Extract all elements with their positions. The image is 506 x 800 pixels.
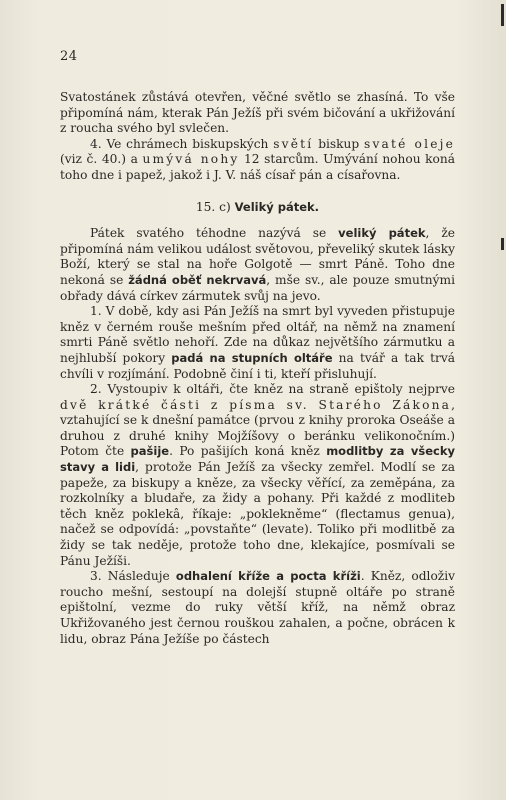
paragraph-3 xyxy=(60,226,455,304)
para5-bold-f: modlitby za všecky stavy a lidi xyxy=(60,444,455,475)
paragraph-6 xyxy=(60,569,455,647)
section-heading xyxy=(60,200,455,216)
page-edge-mark-middle xyxy=(501,238,504,250)
para4-bold-b: padá na stupních oltáře xyxy=(171,350,333,365)
para5-text-e: . Po pašijích koná kněz xyxy=(169,444,327,459)
para2-spaced-b: světí xyxy=(273,136,314,151)
para4-text-a: 1. V době, kdy asi Pán Ježíš na smrt byl vyveden přistupuje kněz v černém rouše mešním před oltář, na němž na znamení smrti Páně světlo nehoří. Zde na důkaz největšího zármutku a nejhlubší pokory xyxy=(60,304,455,365)
paragraph-4 xyxy=(60,304,455,382)
page-number: 24 xyxy=(60,49,78,64)
paragraph-1: Svatostánek zůstává otevřen, věčné světlo se zhasíná. To vše připomíná nám, kterak Pán Ježíš při svém bičování a ukřižování z roucha svého byl svlečen. xyxy=(60,90,455,136)
para3-text-a: Pátek svatého téhodne nazývá se xyxy=(90,226,339,241)
para5-spaced-b: dvě krátké části z písma sv. Starého Zákona xyxy=(60,397,452,412)
para6-bold-b: odhalení kříže a pocta kříži xyxy=(175,569,361,584)
section-prefix: 15. c) xyxy=(195,199,235,214)
para3-bold-b: veliký pátek xyxy=(338,226,426,241)
para6-text-c: . Kněz, odloživ roucho mešní, sestoupí na dolejší stupně oltáře po straně epištolní, vezme do ruky větší kříž, na němž obraz Ukřižovaného jest černou rouškou zahalen, a počne, obrácen k lidu, obraz Pána Ježíše po částech xyxy=(60,569,455,646)
para2-text-a: 4. Ve chrámech biskupských xyxy=(90,136,274,151)
para4-text-c: na tvář a tak trvá chvíli v rozjímání. Podobně činí i ti, kteří přisluhují. xyxy=(60,350,455,381)
paragraph-5 xyxy=(60,382,455,569)
para5-text-a: 2. Vystoupiv k oltáři, čte kněz na straně epištoly nejprve xyxy=(90,382,455,397)
section-title: Veliký pátek. xyxy=(234,199,320,214)
para2-text-g: 12 starcům. Umývání nohou koná toho dne i papež, jakož i J. V. náš císař pán a císařovna. xyxy=(60,152,455,182)
para3-bold-d: žádná oběť nekrvavá xyxy=(128,272,267,287)
para2-text-e: (viz č. 40.) a xyxy=(60,152,143,167)
para2-spaced-d: svaté oleje xyxy=(364,136,455,151)
para2-spaced-f: umývá nohy xyxy=(142,152,240,167)
para6-text-a: 3. Následuje xyxy=(90,569,176,584)
paragraph-2 xyxy=(60,137,455,184)
page-edge-mark-top xyxy=(501,4,504,26)
para3-text-c: , že připomíná nám velikou událost světovou, převeliký skutek lásky Boží, který se stal na hoře Golgotě — smrt Páně. Toho dne nekoná se xyxy=(60,226,456,287)
para5-text-g: , protože Pán Ježíš za všecky zemřel. Modlí se za papeže, za biskupy a kněze, za všecky věřící, za zeměpána, za rozkolníky a bludaře, za židy a pohany. Při každé z modliteb těch kněz poklekâ, říkaje: „poklekněme“ (flectamus genua), načež se odpovídá: „povstaňte“ (levate). Toliko při modlitbě za židy se tak neděje, protože toho dne, klekajíce, posmívali se Pánu Ježíši. xyxy=(60,460,456,568)
para5-bold-d: pašije xyxy=(130,444,170,459)
para5-text-c: , vztahující se k dnešní památce (prvou z knihy proroka Oseáše a druhou z druhé knihy Mojžíšovy o beránku velikonočním.) Potom čte xyxy=(60,397,455,459)
para2-text-c: biskup xyxy=(313,136,365,151)
page-text xyxy=(60,90,455,647)
para3-text-e: , mše sv., ale pouze smutnými obřady dává církev zármutek svůj na jevo. xyxy=(60,272,455,303)
